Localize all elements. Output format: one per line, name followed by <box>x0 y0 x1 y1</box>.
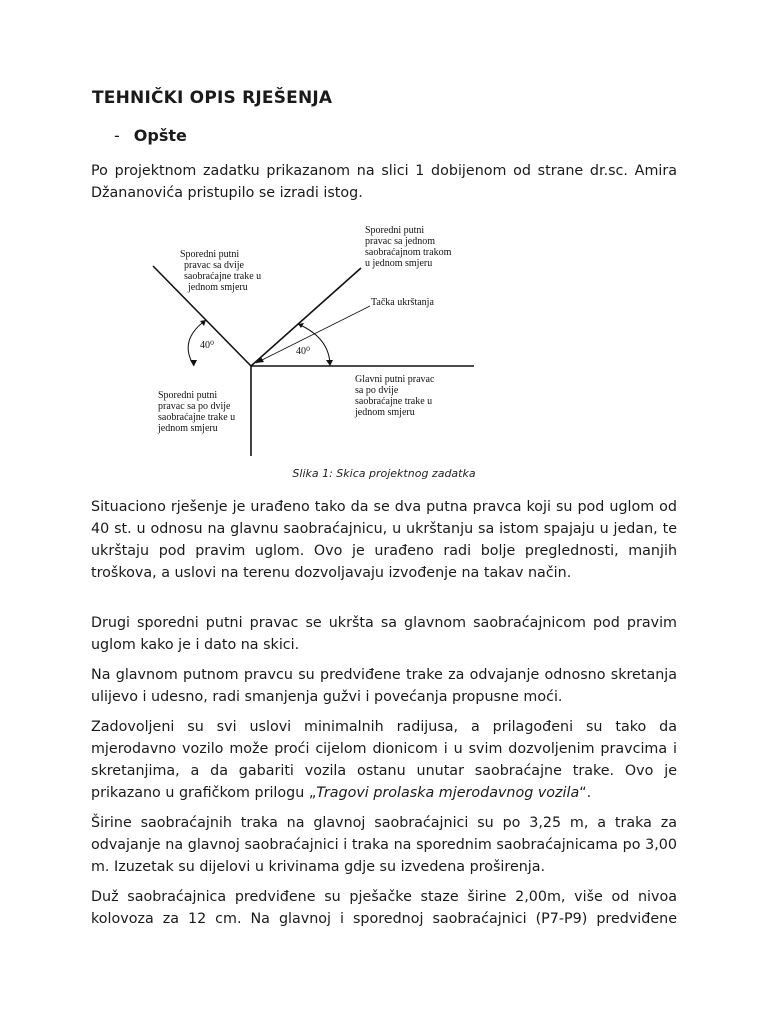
body-paragraph: Širine saobraćajnih traka na glavnoj saobraćajnici su po 3,25 m, a traka za odvajanje na glavnoj saobraćajnici i traka na sporednim saobraćajnicama po 3,00 m. Izuzetak su dijelovi u krivinama gdje su izvedena proširenja. <box>91 815 677 875</box>
label-bottom-right <box>354 374 437 418</box>
left-arc-arrowhead-top <box>200 320 206 326</box>
figure-caption: Slika 1: Skica projektnog zadatka <box>292 467 476 480</box>
label-bottom-right-line: jednom smjeru <box>355 407 415 418</box>
intro-paragraph: Po projektnom zadatku prikazanom na slici 1 dobijenom od strane dr.sc. Amira Džananovića pristupilo se izradi istog. <box>91 163 677 201</box>
label-top-left-line: saobraćajne trake u <box>184 271 262 282</box>
body-paragraph: Na glavnom putnom pravcu su predviđene trake za odvajanje odnosno skretanja ulijevo i udesno, radi smanjenja gužvi i povećanja propusne moći. <box>91 667 677 705</box>
label-bottom-right-line: sa po dvije <box>355 385 399 396</box>
annex-reference: Tragovi prolaska mjerodavnog vozila <box>316 785 580 801</box>
body-paragraph: Duž saobraćajnica predviđene su pješačke staze širine 2,00m, više od nivoa kolovoza za 12 cm. Na glavnoj i sporednoj saobraćajnici (P7-P9) predviđene <box>91 889 677 927</box>
label-crossing-point: Tačka ukrštanja <box>371 297 434 308</box>
document-title: TEHNIČKI OPIS RJEŠENJA <box>92 88 333 108</box>
body-paragraph: Drugi sporedni putni pravac se ukršta sa glavnom saobraćajnicom pod pravim uglom kako je i dato na skici. <box>91 615 677 653</box>
right-angle-arc <box>298 324 330 366</box>
label-bottom-right-line: saobraćajne trake u <box>355 396 433 407</box>
heading-dash: - <box>114 126 120 145</box>
label-top-right-line: pravac sa jednom <box>365 236 435 247</box>
quote-close: “. <box>579 785 592 801</box>
label-top-left <box>180 249 264 293</box>
intersection-sketch <box>118 218 480 458</box>
right-arc-arrowhead-bottom <box>326 360 333 366</box>
label-top-right <box>365 225 454 269</box>
label-top-right-line: u jednom smjeru <box>365 258 433 269</box>
label-top-right-line: Sporedni putni <box>365 225 425 236</box>
section-heading <box>114 126 187 145</box>
heading-text: Opšte <box>133 126 187 145</box>
body-paragraph: Situaciono rješenje je urađeno tako da se dva putna pravca koji su pod uglom od 40 st. u odnosu na glavnu saobraćajnicu, u ukrštanju sa istom spajaju u jedan, te ukrštaju pod pravim uglom. Ovo je urađeno radi bolje preglednosti, manjih troškova, a uslovi na terenu dozvoljavaju izvođenje na takav način. <box>91 499 677 581</box>
figure-sketch <box>118 218 480 458</box>
label-top-right-line: saobraćajnom trakom <box>365 247 452 258</box>
label-top-left-line: jednom smjeru <box>188 282 248 293</box>
quote-open: „ <box>308 785 317 801</box>
label-bottom-left-line: jednom smjeru <box>158 423 218 434</box>
left-arc-arrowhead-bottom <box>190 360 197 366</box>
label-bottom-left-line: saobraćajne trake u <box>158 412 236 423</box>
label-bottom-left <box>157 390 238 434</box>
label-bottom-left-line: pravac sa po dvije <box>158 401 231 412</box>
label-top-left-line: pravac sa dvije <box>184 260 244 271</box>
body-paragraph-with-reference <box>91 716 677 804</box>
label-bottom-right-line: Glavni putni pravac <box>355 374 435 385</box>
crossing-point-leader <box>256 306 370 363</box>
label-angle-right: 40⁰ <box>296 346 311 357</box>
paragraph-text: Zadovoljeni su svi uslovi minimalnih radijusa, a prilagođeni su tako da mjerodavno vozilo može proći cijelom dionicom i u svim dozvoljenim pravcima i skretanjima, a da gabariti vozila ostanu unutar saobraćajne trake. Ovo je prikazano u grafičkom prilogu <box>91 719 677 801</box>
label-bottom-left-line: Sporedni putni <box>158 390 218 401</box>
label-angle-left: 40⁰ <box>200 340 215 351</box>
label-top-left-line: Sporedni putni <box>180 249 240 260</box>
